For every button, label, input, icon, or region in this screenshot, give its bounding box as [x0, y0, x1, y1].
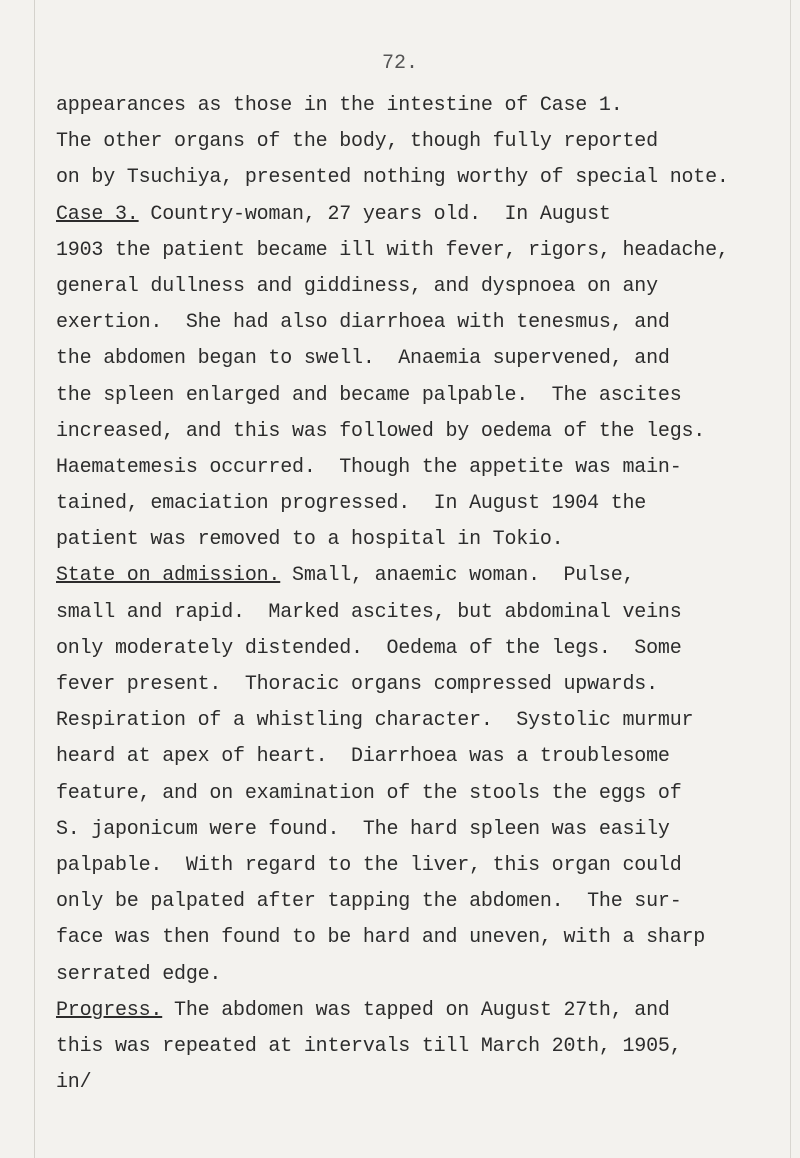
text-line	[56, 739, 784, 775]
left-margin-rule	[34, 0, 35, 1158]
body-text	[56, 88, 784, 1101]
text-run: tained, emaciation progressed. In August 1904 the	[56, 492, 647, 516]
text-run: the abdomen began to swell. Anaemia supervened, and	[56, 347, 670, 371]
text-line	[56, 414, 784, 450]
text-line	[56, 233, 784, 269]
text-line	[56, 88, 784, 124]
text-run: this was repeated at intervals till March 20th, 1905,	[56, 1034, 682, 1058]
text-run: palpable. With regard to the liver, this organ could	[56, 853, 682, 877]
section-heading: Progress.	[56, 998, 163, 1022]
text-run: on by Tsuchiya, presented nothing worthy of special note.	[56, 166, 729, 190]
text-run: only moderately distended. Oedema of the legs. Some	[56, 636, 682, 660]
text-line	[56, 160, 784, 196]
text-line	[56, 848, 784, 884]
text-run: only be palpated after tapping the abdomen. The sur-	[56, 890, 682, 914]
text-line	[56, 197, 784, 233]
text-line	[56, 667, 784, 703]
text-line	[56, 957, 784, 993]
page-number: 72.	[381, 52, 418, 75]
right-margin-rule	[790, 0, 791, 1158]
text-run: exertion. She had also diarrhoea with tenesmus, and	[56, 311, 670, 335]
text-line	[56, 1029, 784, 1065]
text-line	[56, 450, 784, 486]
text-run: S. japonicum were found. The hard spleen was easily	[56, 817, 670, 841]
text-run: general dullness and giddiness, and dyspnoea on any	[56, 274, 658, 298]
text-run: 1903 the patient became ill with fever, rigors, headache,	[56, 238, 729, 262]
section-heading: State on admission.	[56, 564, 281, 588]
text-line	[56, 1065, 784, 1101]
text-run: increased, and this was followed by oedema of the legs.	[56, 419, 706, 443]
text-line	[56, 558, 784, 594]
text-line	[56, 305, 784, 341]
text-run: Small, anaemic woman. Pulse,	[280, 564, 635, 588]
text-run: appearances as those in the intestine of Case 1.	[56, 94, 623, 117]
text-line	[56, 776, 784, 812]
text-run: fever present. Thoracic organs compressed upwards.	[56, 673, 658, 696]
text-line	[56, 486, 784, 522]
text-line	[56, 631, 784, 667]
text-run: face was then found to be hard and uneven, with a sharp	[56, 926, 706, 950]
text-run: Haematemesis occurred. Though the appetite was main-	[56, 455, 682, 479]
text-line	[56, 124, 784, 160]
text-line	[56, 522, 784, 558]
text-run: Country-woman, 27 years old. In August	[138, 202, 611, 226]
text-run: patient was removed to a hospital in Tokio.	[56, 528, 564, 552]
text-run: The abdomen was tapped on August 27th, and	[162, 998, 670, 1022]
text-run: The other organs of the body, though fully reported	[56, 130, 658, 154]
section-heading: Case 3.	[56, 202, 139, 226]
text-run: serrated edge.	[56, 962, 222, 986]
text-line	[56, 703, 784, 739]
text-line	[56, 595, 784, 631]
text-run: in/	[56, 1071, 92, 1095]
text-run: small and rapid. Marked ascites, but abdominal veins	[56, 600, 682, 624]
text-line	[56, 378, 784, 414]
text-line	[56, 341, 784, 377]
text-run: the spleen enlarged and became palpable. The ascites	[56, 383, 682, 407]
text-line	[56, 269, 784, 305]
text-line	[56, 993, 784, 1029]
text-run: feature, and on examination of the stools the eggs of	[56, 781, 682, 805]
text-run: heard at apex of heart. Diarrhoea was a troublesome	[56, 745, 670, 769]
text-run: Respiration of a whistling character. Systolic murmur	[56, 709, 694, 733]
text-line	[56, 812, 784, 848]
text-line	[56, 920, 784, 956]
text-line	[56, 884, 784, 920]
